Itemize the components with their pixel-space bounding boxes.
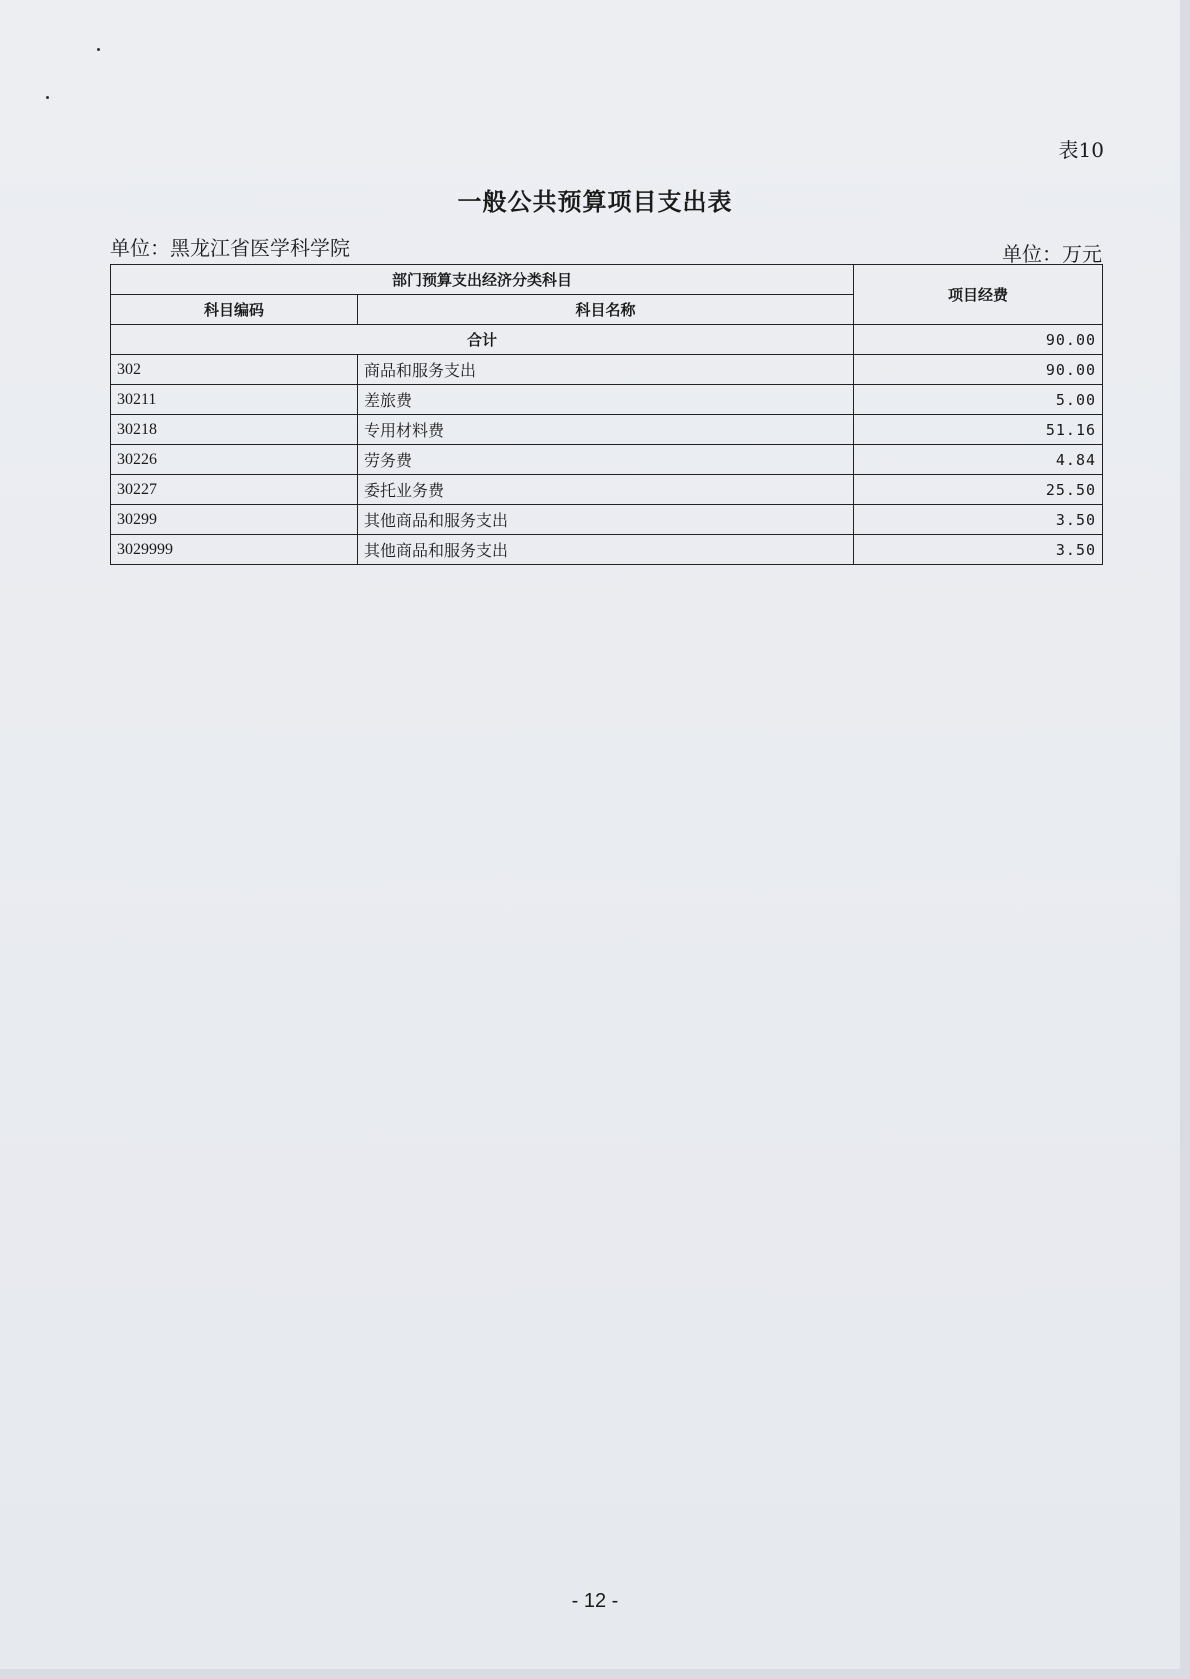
row-name: 商品和服务支出 bbox=[358, 355, 854, 385]
row-name: 其他商品和服务支出 bbox=[358, 505, 854, 535]
header-row-group bbox=[111, 265, 1103, 295]
row-code: 3029999 bbox=[111, 535, 358, 565]
row-name: 差旅费 bbox=[358, 385, 854, 415]
row-code: 30211 bbox=[111, 385, 358, 415]
scan-edge bbox=[0, 1669, 1190, 1679]
total-amount: 90.00 bbox=[854, 325, 1103, 355]
row-code: 30218 bbox=[111, 415, 358, 445]
row-amount: 3.50 bbox=[854, 535, 1103, 565]
table-row bbox=[111, 505, 1103, 535]
scan-speck bbox=[46, 96, 49, 99]
total-label: 合计 bbox=[111, 325, 854, 355]
header-code-cell: 科目编码 bbox=[111, 295, 358, 325]
table-row bbox=[111, 475, 1103, 505]
row-code: 30226 bbox=[111, 445, 358, 475]
row-amount: 5.00 bbox=[854, 385, 1103, 415]
unit-currency: 单位：万元 bbox=[1002, 242, 1102, 266]
row-amount: 4.84 bbox=[854, 445, 1103, 475]
page-title: 一般公共预算项目支出表 bbox=[457, 188, 733, 216]
scan-edge bbox=[1180, 0, 1190, 1679]
budget-table bbox=[110, 264, 1103, 565]
page-number: - 12 - bbox=[571, 1590, 619, 1612]
header-name-cell: 科目名称 bbox=[358, 295, 854, 325]
row-name: 专用材料费 bbox=[358, 415, 854, 445]
header-group-cell: 部门预算支出经济分类科目 bbox=[111, 265, 854, 295]
row-name: 劳务费 bbox=[358, 445, 854, 475]
total-row bbox=[111, 325, 1103, 355]
row-amount: 51.16 bbox=[854, 415, 1103, 445]
row-code: 30299 bbox=[111, 505, 358, 535]
table-row bbox=[111, 535, 1103, 565]
unit-organization: 单位：黑龙江省医学科学院 bbox=[110, 236, 350, 260]
row-amount: 90.00 bbox=[854, 355, 1103, 385]
table-row bbox=[111, 415, 1103, 445]
row-name: 委托业务费 bbox=[358, 475, 854, 505]
table-number: 表10 bbox=[1058, 138, 1104, 162]
row-code: 30227 bbox=[111, 475, 358, 505]
header-amount-cell: 项目经费 bbox=[854, 265, 1103, 325]
table-row bbox=[111, 355, 1103, 385]
table-row bbox=[111, 385, 1103, 415]
row-amount: 25.50 bbox=[854, 475, 1103, 505]
row-name: 其他商品和服务支出 bbox=[358, 535, 854, 565]
scan-speck bbox=[97, 48, 100, 51]
row-code: 302 bbox=[111, 355, 358, 385]
table-row bbox=[111, 445, 1103, 475]
row-amount: 3.50 bbox=[854, 505, 1103, 535]
